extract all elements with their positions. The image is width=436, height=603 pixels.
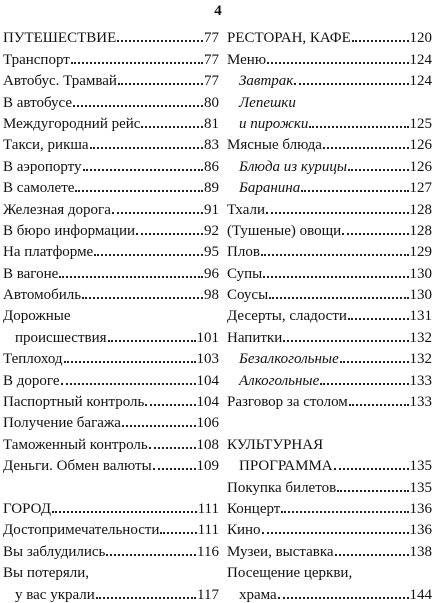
- toc-entry-title: Таможенный контроль: [3, 436, 148, 453]
- dot-leader: [75, 190, 203, 192]
- toc-entry-page: 92: [204, 222, 219, 239]
- toc-entry-page: 104: [196, 372, 219, 389]
- toc-entry-page: 86: [204, 158, 219, 175]
- dot-leader: [122, 425, 196, 427]
- toc-entry-page: 98: [204, 287, 219, 304]
- toc-entry-title: Соусы: [227, 287, 269, 304]
- toc-entry-title: происшествия: [15, 329, 107, 346]
- toc-entry: [227, 239, 432, 260]
- dot-leader: [106, 554, 196, 556]
- toc-entry-title: Получение багажа: [3, 415, 121, 432]
- toc-entry-title: Теплоход: [3, 351, 63, 368]
- dot-leader: [83, 169, 203, 171]
- toc-entry: [227, 346, 432, 367]
- toc-entry: [3, 367, 219, 388]
- dot-leader: [96, 597, 196, 599]
- toc-entry-title: у вас украли: [15, 586, 95, 603]
- dot-leader: [59, 276, 203, 278]
- dot-leader: [281, 511, 408, 513]
- toc-entry: [3, 46, 219, 67]
- toc-entry-title: Концерт: [227, 500, 281, 517]
- dot-leader: [294, 83, 408, 85]
- toc-entry-title: Междугородний рейс: [3, 115, 141, 132]
- toc-entry-page: 129: [409, 244, 432, 261]
- toc-entry: [3, 239, 219, 260]
- toc-entry-title: Десерты, сладости: [227, 308, 347, 325]
- toc-entry-title: Музеи, выставка: [227, 543, 334, 560]
- dot-leader: [149, 447, 196, 449]
- toc-entry-title: ГОРОД: [3, 500, 51, 517]
- toc-entry-title: Дорожные: [3, 308, 71, 325]
- toc-entry: [3, 68, 219, 89]
- dot-leader: [94, 254, 203, 256]
- toc-entry-title: ПРОГРАММА: [239, 458, 333, 475]
- toc-entry-title: В аэропорту: [3, 158, 82, 175]
- toc-right-column: [227, 25, 432, 603]
- toc-entry: [227, 581, 432, 602]
- toc-entry: [3, 111, 219, 132]
- toc-entry-title: Достопримечательности: [3, 522, 160, 539]
- toc-spacer: [227, 410, 432, 431]
- toc-entry-title: Лепешки: [239, 94, 296, 111]
- toc-entry-page: 111: [197, 500, 219, 517]
- toc-entry-page: 104: [196, 394, 219, 411]
- dot-leader: [108, 340, 196, 342]
- toc-entry-page: 116: [197, 543, 219, 560]
- toc-entry: [227, 303, 432, 324]
- dot-leader: [337, 490, 408, 492]
- dot-leader: [348, 318, 409, 320]
- toc-entry: [227, 282, 432, 303]
- toc-entry-title: Покупка билетов: [227, 479, 337, 496]
- toc-entry-page: 124: [409, 73, 432, 90]
- toc-entry: [3, 581, 219, 602]
- toc-entry: [3, 431, 219, 452]
- toc-entry: [3, 389, 219, 410]
- toc-entry-page: 135: [409, 458, 432, 475]
- toc-entry-title: В самолете: [3, 180, 75, 197]
- toc-entry: [227, 324, 432, 345]
- toc-entry-page: 133: [409, 372, 432, 389]
- toc-entry-page: 103: [196, 351, 219, 368]
- toc-entry-page: 81: [204, 115, 219, 132]
- dot-leader: [348, 169, 408, 171]
- toc-entry-page: 96: [204, 265, 219, 282]
- toc-entry-page: 128: [409, 222, 432, 239]
- dot-leader: [267, 62, 408, 64]
- toc-entry-title: В дороге: [3, 372, 60, 389]
- dot-leader: [73, 105, 203, 107]
- toc-entry: [227, 68, 432, 89]
- toc-entry-page: 127: [409, 180, 432, 197]
- toc-entry-page: 126: [409, 137, 432, 154]
- toc-entry: [227, 111, 432, 132]
- toc-entry-title: ПУТЕШЕСТВИЕ: [3, 30, 117, 47]
- toc-entry-page: 117: [197, 586, 219, 603]
- toc-entry: [227, 260, 432, 281]
- toc-entry-page: 111: [197, 522, 219, 539]
- toc-entry: [227, 196, 432, 217]
- dot-leader: [153, 468, 196, 470]
- toc-entry-title: Плов: [227, 244, 260, 261]
- toc-entry-title: Паспортный контроль: [3, 394, 145, 411]
- dot-leader: [118, 83, 203, 85]
- dot-leader: [112, 212, 203, 214]
- toc-entry-title: Вы заблудились: [3, 543, 106, 560]
- page-number: 4: [214, 3, 222, 19]
- toc-entry-title: Транспорт: [3, 51, 70, 68]
- toc-entry-page: 124: [409, 51, 432, 68]
- toc-entry-title: Разговор за столом: [227, 394, 348, 411]
- dot-leader: [61, 383, 196, 385]
- toc-entry-title: Завтрак: [239, 73, 294, 90]
- dot-leader: [309, 126, 408, 128]
- toc-entry-page: 101: [196, 329, 219, 346]
- toc-entry: [3, 132, 219, 153]
- toc-entry-title: (Тушеные) овощи: [227, 222, 342, 239]
- dot-leader: [352, 40, 409, 42]
- toc-entry: [3, 89, 219, 110]
- toc-entry-title: и пирожки: [239, 115, 309, 132]
- toc-entry-page: 95: [204, 244, 219, 261]
- toc-entry-page: 89: [204, 180, 219, 197]
- toc-entry: [3, 517, 219, 538]
- toc-entry: [3, 153, 219, 174]
- toc-entry-title: Кино: [227, 522, 261, 539]
- toc-entry: [227, 560, 432, 581]
- toc-entry: [227, 175, 432, 196]
- dot-leader: [90, 147, 203, 149]
- toc-entry: [3, 25, 219, 46]
- toc-entry: [227, 538, 432, 559]
- toc-entry-page: 80: [204, 94, 219, 111]
- toc-entry-page: 135: [409, 479, 432, 496]
- dot-leader: [269, 297, 408, 299]
- dot-leader: [262, 532, 409, 534]
- toc-entry-page: 144: [409, 586, 432, 603]
- toc-entry-page: 132: [409, 329, 432, 346]
- dot-leader: [117, 40, 203, 42]
- toc-entry: [3, 324, 219, 345]
- toc-entry-title: Алкогольные: [239, 372, 320, 389]
- toc-entry-title: храма: [239, 586, 277, 603]
- toc-entry-title: Напитки: [227, 329, 283, 346]
- dot-leader: [82, 297, 203, 299]
- toc-entry-page: 91: [204, 201, 219, 218]
- toc-entry-title: Вы потеряли,: [3, 565, 90, 582]
- dot-leader: [283, 340, 408, 342]
- toc-entry: [227, 367, 432, 388]
- toc-entry: [3, 346, 219, 367]
- toc-entry-title: КУЛЬТУРНАЯ: [227, 436, 324, 453]
- toc-entry-page: 130: [409, 287, 432, 304]
- toc-entry: [227, 153, 432, 174]
- toc-entry-page: 77: [204, 30, 219, 47]
- toc-entry: [227, 218, 432, 239]
- toc-entry: [3, 303, 219, 324]
- toc-entry-title: Супы: [227, 265, 263, 282]
- toc-entry: [227, 132, 432, 153]
- toc-entry-page: 136: [409, 522, 432, 539]
- toc-entry-page: 108: [196, 436, 219, 453]
- toc-entry-page: 131: [409, 308, 432, 325]
- toc-entry: [227, 474, 432, 495]
- toc-entry-title: Мясные блюда: [227, 137, 322, 154]
- dot-leader: [323, 147, 409, 149]
- dot-leader: [160, 532, 196, 534]
- toc-entry-title: На платформе: [3, 244, 94, 261]
- toc-entry-page: 133: [409, 394, 432, 411]
- toc-entry: [3, 282, 219, 303]
- dot-leader: [320, 383, 408, 385]
- toc-entry: [3, 410, 219, 431]
- dot-leader: [71, 62, 203, 64]
- dot-leader: [342, 233, 408, 235]
- toc-entry-title: В вагоне: [3, 265, 59, 282]
- toc-entry: [227, 89, 432, 110]
- toc-entry-title: Автомобиль: [3, 287, 82, 304]
- toc-entry: [3, 175, 219, 196]
- dot-leader: [136, 233, 203, 235]
- dot-leader: [301, 190, 408, 192]
- toc-entry-title: Железная дорога: [3, 201, 111, 218]
- toc-entry-title: В автобусе: [3, 94, 73, 111]
- toc-entry-page: 128: [409, 201, 432, 218]
- toc-entry: [3, 538, 219, 559]
- toc-spacer: [3, 474, 219, 495]
- toc-entry-page: 138: [409, 543, 432, 560]
- toc-entry-title: Безалкогольные: [239, 351, 339, 368]
- toc-entry-page: 136: [409, 500, 432, 517]
- toc-entry-page: 83: [204, 137, 219, 154]
- toc-entry: [3, 496, 219, 517]
- toc-entry-page: 125: [409, 115, 432, 132]
- toc-entry-page: 77: [204, 73, 219, 90]
- dot-leader: [263, 276, 408, 278]
- toc-entry-page: 77: [204, 51, 219, 68]
- toc-left-column: [3, 25, 219, 603]
- dot-leader: [266, 212, 408, 214]
- toc-entry-title: Посещение церкви,: [227, 565, 353, 582]
- toc-entry-title: Меню: [227, 51, 267, 68]
- toc-entry-page: 106: [196, 415, 219, 432]
- toc-entry: [227, 389, 432, 410]
- toc-entry-page: 132: [409, 351, 432, 368]
- toc-entry: [3, 260, 219, 281]
- toc-entry-title: Деньги. Обмен валюты: [3, 458, 152, 475]
- dot-leader: [334, 468, 409, 470]
- toc-entry-page: 130: [409, 265, 432, 282]
- toc-entry: [227, 517, 432, 538]
- dot-leader: [278, 597, 409, 599]
- dot-leader: [349, 404, 409, 406]
- toc-entry-title: В бюро информации: [3, 222, 136, 239]
- toc-entry: [227, 46, 432, 67]
- dot-leader: [340, 361, 409, 363]
- toc-entry-page: 120: [409, 30, 432, 47]
- toc-entry: [3, 560, 219, 581]
- toc-entry-title: Тхали: [227, 201, 266, 218]
- toc-entry-title: Такси, рикша: [3, 137, 89, 154]
- toc-entry: [3, 196, 219, 217]
- toc-entry: [227, 453, 432, 474]
- dot-leader: [64, 361, 196, 363]
- toc-entry: [227, 25, 432, 46]
- toc-entry-title: Автобус. Трамвай: [3, 73, 117, 90]
- dot-leader: [145, 404, 195, 406]
- dot-leader: [261, 254, 409, 256]
- toc-entry: [227, 431, 432, 452]
- dot-leader: [335, 554, 409, 556]
- dot-leader: [141, 126, 203, 128]
- toc-entry: [227, 496, 432, 517]
- dot-leader: [52, 511, 197, 513]
- toc-entry-title: Блюда из курицы: [239, 158, 348, 175]
- toc-entry: [3, 218, 219, 239]
- toc-entry-title: РЕСТОРАН, КАФЕ: [227, 30, 351, 47]
- toc-entry-page: 109: [196, 458, 219, 475]
- toc-entry-title: Баранина: [239, 180, 301, 197]
- toc-entry-page: 126: [409, 158, 432, 175]
- toc-entry: [3, 453, 219, 474]
